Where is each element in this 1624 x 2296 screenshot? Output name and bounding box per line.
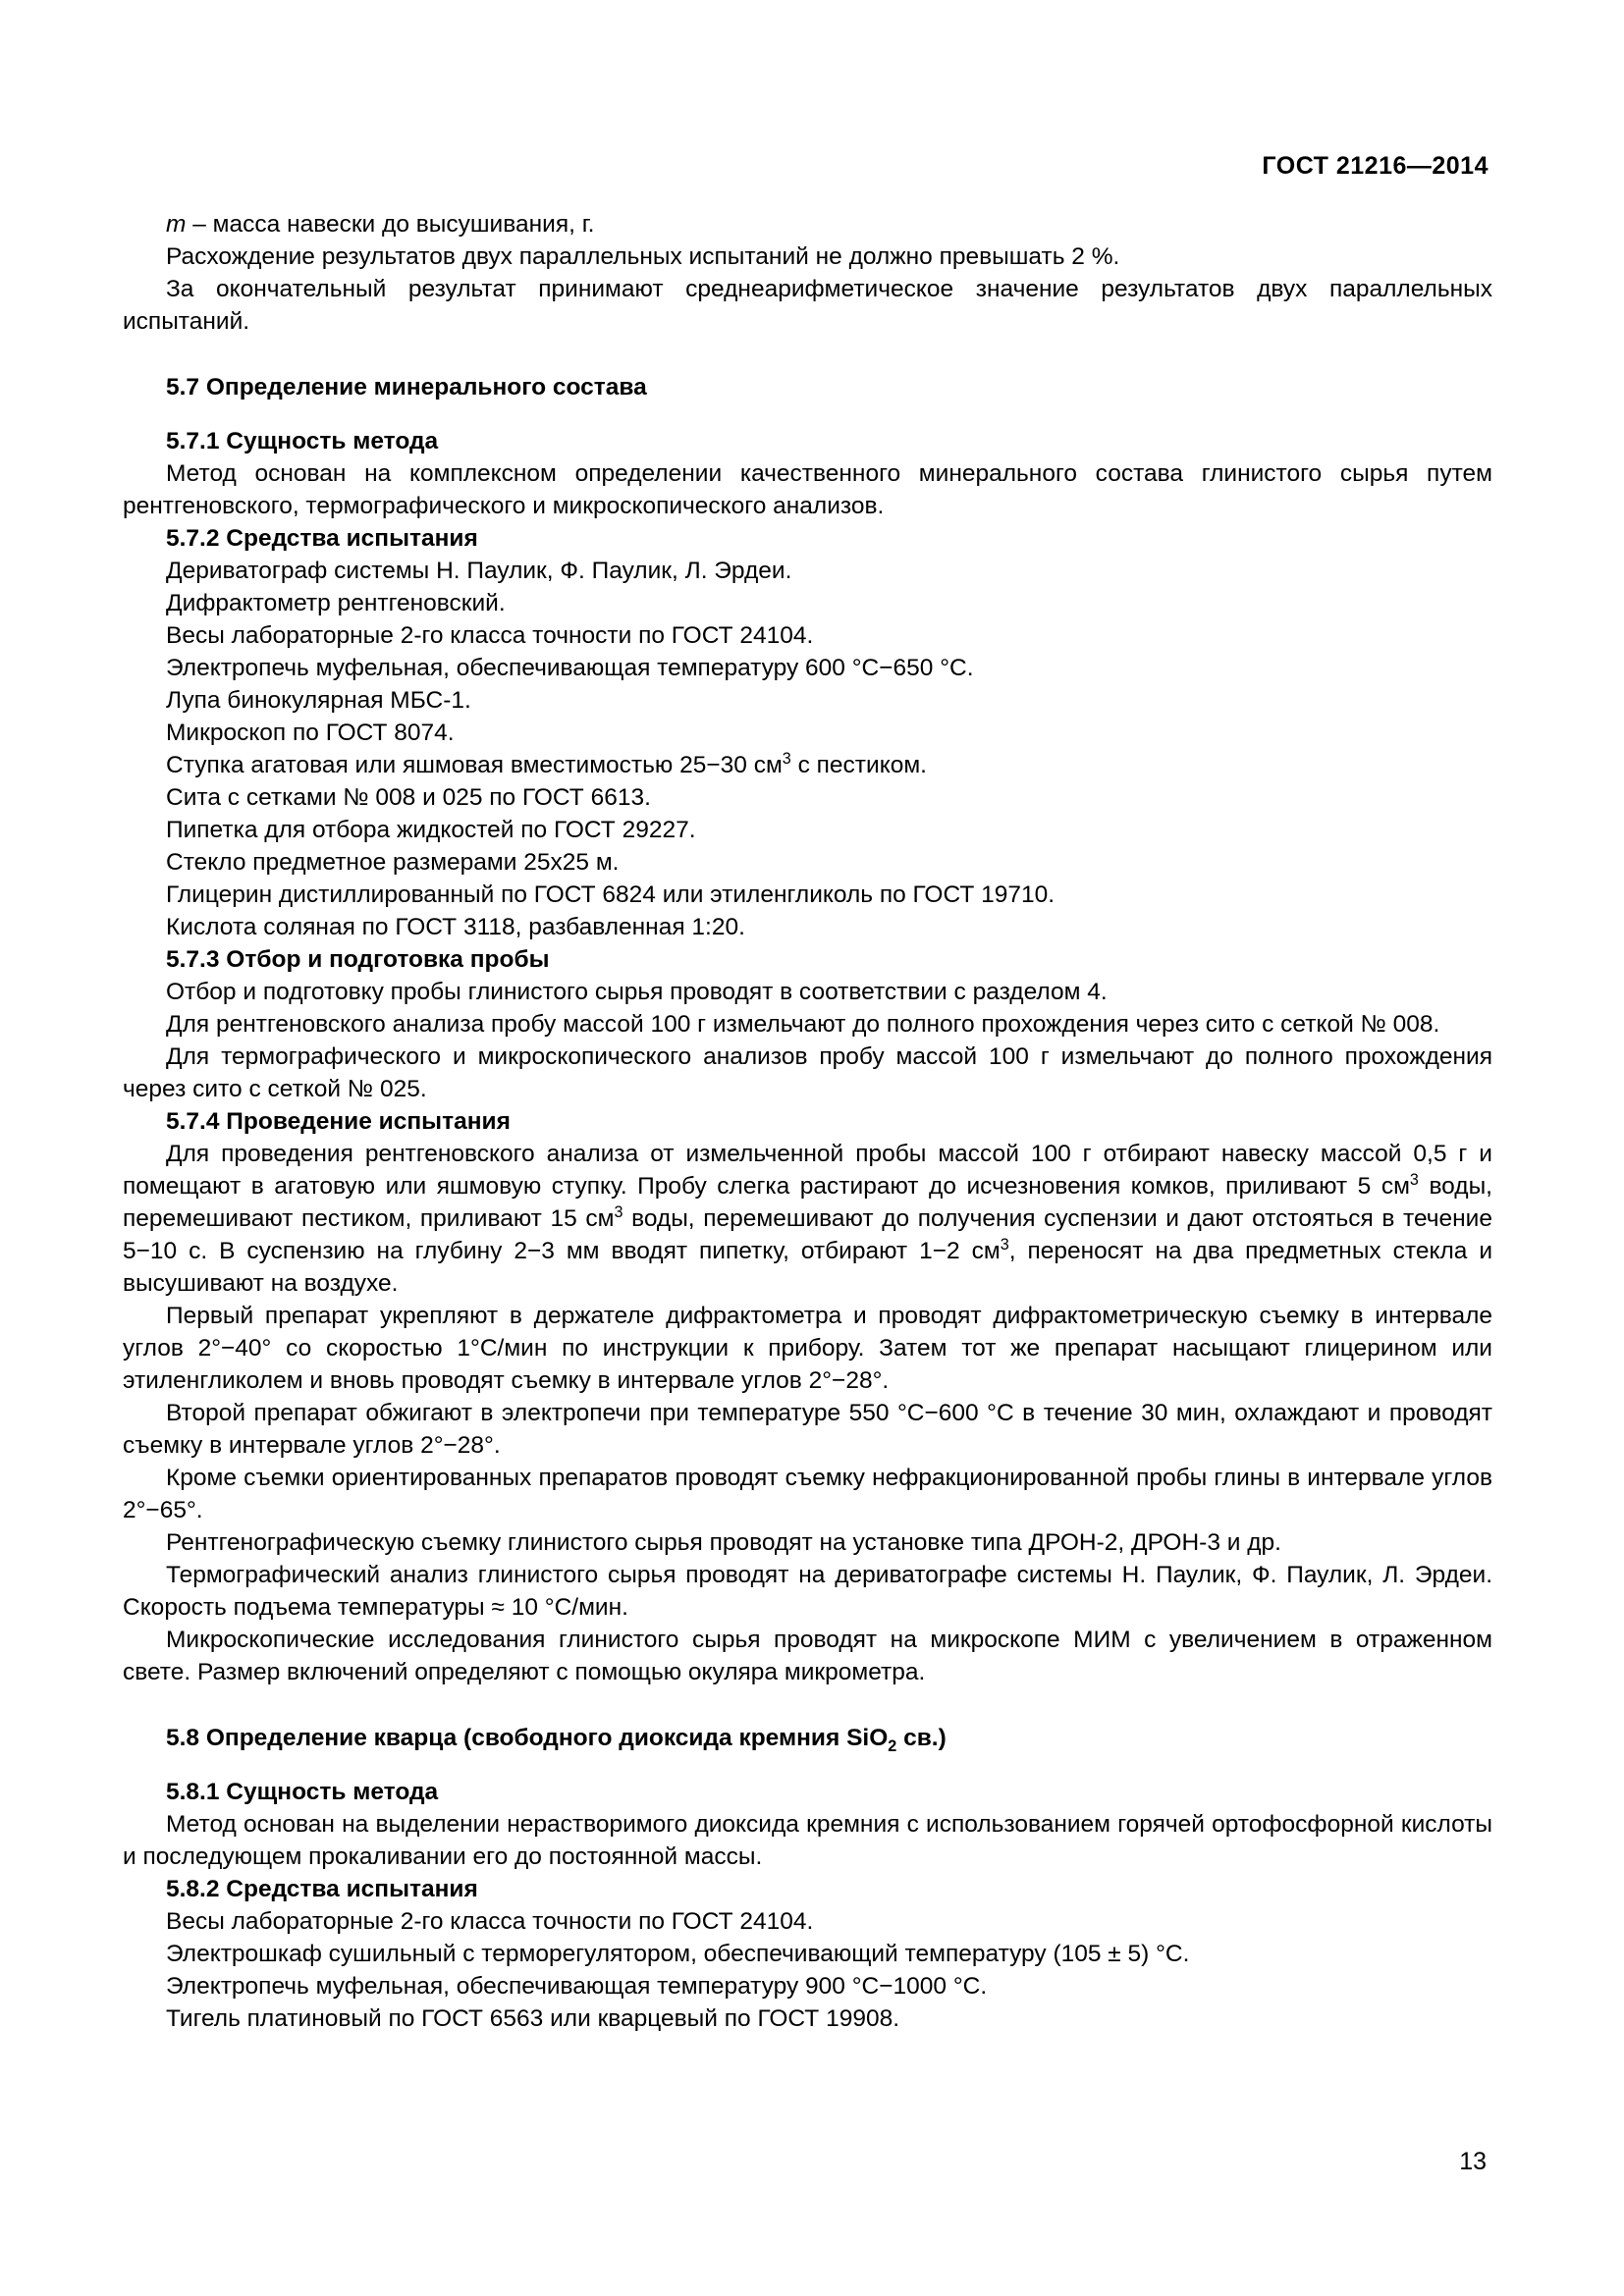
equipment-item-derivatograph: Дериватограф системы Н. Паулик, Ф. Паулик, Л. Эрдеи. bbox=[166, 558, 792, 584]
heading-5-7: 5.7 Определение минерального состава bbox=[166, 374, 647, 400]
equipment-item-pipette: Пипетка для отбора жидкостей по ГОСТ 29227. bbox=[166, 817, 696, 843]
procedure-1-text-d: , переносят на два предметных стекла и высушивают на воздухе. bbox=[123, 1238, 1492, 1297]
paragraph-divergence: Расхождение результатов двух параллельных испытаний не должно превышать 2 %. bbox=[166, 243, 1120, 270]
heading-5-7-1: 5.7.1 Сущность метода bbox=[166, 428, 439, 454]
equipment-item-diffractometer: Дифрактометр рентгеновский. bbox=[166, 590, 506, 616]
equipment8-item-crucible: Тигель платиновый по ГОСТ 6563 или кварцевый по ГОСТ 19908. bbox=[166, 2005, 900, 2032]
superscript-cubic: 3 bbox=[782, 749, 791, 768]
paragraph-m-definition-text: – масса навески до высушивания, г. bbox=[186, 211, 595, 238]
heading-5-7-2: 5.7.2 Средства испытания bbox=[166, 525, 478, 552]
equipment-item-microscope: Микроскоп по ГОСТ 8074. bbox=[166, 720, 455, 746]
paragraph-5-7-4-procedure-4: Кроме съемки ориентированных препаратов проводят съемку нефракционированной пробы глины в интервале углов 2°−65°. bbox=[123, 1465, 1492, 1523]
paragraph-5-7-3-thermo-sample: Для термографического и микроскопического анализов пробу массой 100 г измельчают до полного прохождения через сито с сеткой № 025. bbox=[123, 1043, 1492, 1102]
equipment-item-muffle-furnace: Электропечь муфельная, обеспечивающая температуру 600 °С−650 °С. bbox=[166, 655, 974, 681]
paragraph-5-7-3-xray-sample: Для рентгеновского анализа пробу массой 100 г измельчают до полного прохождения через сито с сеткой № 008. bbox=[166, 1011, 1440, 1038]
equipment8-item-drying-cabinet: Электрошкаф сушильный с терморегулятором, обеспечивающий температуру (105 ± 5) °С. bbox=[166, 1941, 1190, 1967]
superscript-cubic-1: 3 bbox=[1409, 1170, 1419, 1189]
paragraph-5-7-4-procedure-3: Второй препарат обжигают в электропечи при температуре 550 °С−600 °С в течение 30 мин, охлаждают и проводят съемку в интервале углов 2°−28°. bbox=[123, 1400, 1492, 1459]
superscript-cubic-3: 3 bbox=[1000, 1235, 1009, 1254]
heading-5-7-3: 5.7.3 Отбор и подготовка пробы bbox=[166, 946, 550, 973]
equipment-item-glycerin: Глицерин дистиллированный по ГОСТ 6824 или этиленгликоль по ГОСТ 19710. bbox=[166, 881, 1056, 908]
paragraph-5-7-4-procedure-5: Рентгенографическую съемку глинистого сырья проводят на установке типа ДРОН-2, ДРОН-3 и др. bbox=[166, 1529, 1281, 1556]
page-header-standard-number: ГОСТ 21216—2014 bbox=[1262, 152, 1489, 180]
procedure-1-text-a: Для проведения рентгеновского анализа от измельченной пробы массой 100 г отбирают навеску массой 0,5 г и помещают в агатовую или яшмовую ступку. Пробу слегка растирают до исчезновения комков, приливают 5 см bbox=[123, 1141, 1492, 1200]
heading-5-8-1: 5.8.1 Сущность метода bbox=[166, 1779, 439, 1805]
paragraph-5-7-3-sampling: Отбор и подготовку пробы глинистого сырья проводят в соответствии с разделом 4. bbox=[166, 979, 1108, 1005]
equipment-item-mortar-text-a: Ступка агатовая или яшмовая вместимостью 25−30 см bbox=[166, 752, 783, 778]
heading-5-8 bbox=[123, 1722, 1492, 1754]
paragraph-m-definition bbox=[123, 208, 1492, 240]
variable-m: m bbox=[166, 211, 187, 238]
equipment-item-mortar bbox=[123, 749, 1492, 781]
equipment-item-slide-glass: Стекло предметное размерами 25х25 м. bbox=[166, 849, 620, 876]
equipment-item-mortar-text-b: с пестиком. bbox=[790, 752, 927, 778]
paragraph-5-7-1-method: Метод основан на комплексном определении качественного минерального состава глинистого сырья путем рентгеновского, термографического и микроскопического анализов. bbox=[123, 460, 1492, 519]
heading-5-8-text-b: св.) bbox=[896, 1725, 947, 1751]
superscript-cubic-2: 3 bbox=[614, 1202, 623, 1221]
equipment-item-hydrochloric-acid: Кислота соляная по ГОСТ 3118, разбавленная 1:20. bbox=[166, 914, 745, 940]
document-body bbox=[123, 208, 1492, 2035]
heading-5-7-4: 5.7.4 Проведение испытания bbox=[166, 1108, 511, 1135]
heading-5-8-2: 5.8.2 Средства испытания bbox=[166, 1876, 478, 1902]
paragraph-5-7-4-procedure-6: Термографический анализ глинистого сырья проводят на дериватографе системы Н. Паулик, Ф. Паулик, Л. Эрдеи. Скорость подъема температуры ≈ 10 °С/мин. bbox=[123, 1562, 1492, 1621]
paragraph-5-8-1-method: Метод основан на выделении нерастворимого диоксида кремния с использованием горячей ортофосфорной кислоты и последующем прокаливании его до постоянной массы. bbox=[123, 1811, 1492, 1870]
equipment-item-loupe: Лупа бинокулярная МБС-1. bbox=[166, 687, 471, 714]
procedure-1-text-b: воды, перемешивают пестиком, приливают 15 см bbox=[123, 1173, 1492, 1232]
paragraph-5-7-4-procedure-1 bbox=[123, 1138, 1492, 1300]
paragraph-final-result: За окончательный результат принимают среднеарифметическое значение результатов двух параллельных испытаний. bbox=[123, 276, 1492, 335]
paragraph-5-7-4-procedure-2: Первый препарат укрепляют в держателе дифрактометра и проводят дифрактометрическую съемку в интервале углов 2°−40° со скоростью 1°С/мин по инструкции к прибору. Затем тот же препарат насыщают глицерином или этиленгликолем и вновь проводят съемку в интервале углов 2°−28°. bbox=[123, 1303, 1492, 1394]
page-number: 13 bbox=[1459, 2148, 1487, 2175]
heading-5-8-text-a: 5.8 Определение кварца (свободного диоксида кремния SiO bbox=[166, 1725, 889, 1751]
equipment8-item-scales: Весы лабораторные 2-го класса точности по ГОСТ 24104. bbox=[166, 1908, 814, 1935]
equipment-item-sieves: Сита с сетками № 008 и 025 по ГОСТ 6613. bbox=[166, 784, 651, 811]
equipment-item-scales: Весы лабораторные 2-го класса точности по ГОСТ 24104. bbox=[166, 622, 814, 649]
equipment8-item-muffle-furnace: Электропечь муфельная, обеспечивающая температуру 900 °С−1000 °С. bbox=[166, 1973, 988, 2000]
procedure-1-text-c: воды, перемешивают до получения суспензии и дают отстояться в течение 5−10 с. В суспензию на глубину 2−3 мм вводят пипетку, отбирают 1−2 см bbox=[123, 1205, 1492, 1264]
paragraph-5-7-4-procedure-7: Микроскопические исследования глинистого сырья проводят на микроскопе МИМ с увеличением в отраженном свете. Размер включений определяют с помощью окуляра микрометра. bbox=[123, 1627, 1492, 1685]
subscript-sio2: 2 bbox=[888, 1736, 897, 1755]
